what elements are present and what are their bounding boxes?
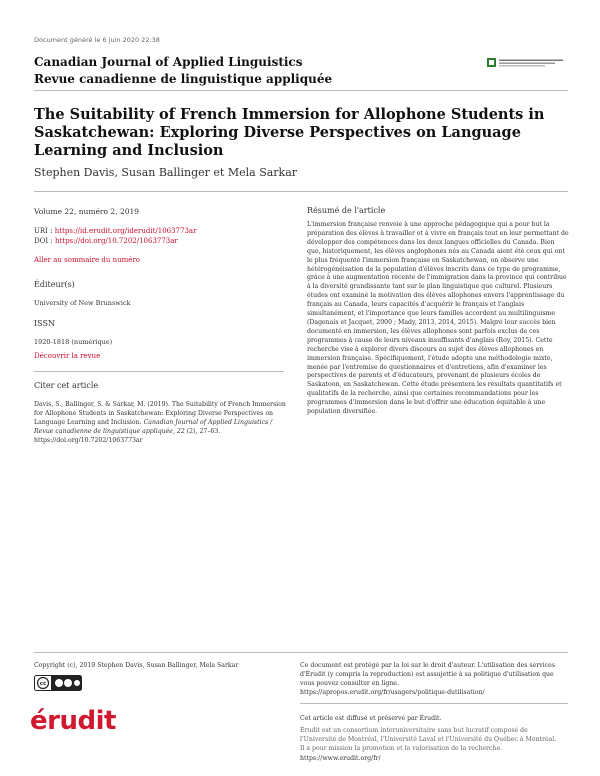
header-divider (34, 90, 568, 91)
doi-label: DOI : (34, 237, 55, 245)
toc-link[interactable]: Aller au sommaire du numéro (34, 256, 140, 264)
uri-label: URI : (34, 227, 55, 235)
citation-italic: Canadian Journal of Applied Linguistics / Revue canadienne de linguistique appliquée, 22 (34, 419, 273, 435)
article-authors: Stephen Davis, Susan Ballinger et Mela Sarkar (34, 166, 298, 179)
rights-link[interactable]: https://apropos.erudit.org/fr/usagers/politique-dutilisation/ (300, 689, 485, 696)
citation-plain: Davis, S., Ballinger, S. & Sarkar, M. (2019). The Suitability of French Immersion for Allophone Students in Saskatchewan: Exploring Diverse Perspectives on Language Learning and Inclusion. (34, 401, 286, 426)
citation-end: (2), 27–63. https://doi.org/10.7202/1063773ar (34, 428, 221, 444)
erudit-description: Érudit est un consortium interuniversitaire sans but lucratif composé de l'Université de Montréal, l'Université Laval et l'Université du Québec à Montréal. Il a pour mission la promotion et la valorisation de la recherche. (300, 727, 557, 752)
abstract-text: L'immersion française renvoie à une approche pédagogique qui a pour but la préparation des élèves à travailler et à vivre en français tout en leur permettant de développer des compétences dans les deux langues officielles du Canada. Bien que, historiquement, les élèves anglophones nés au Canada aient été ceux qui ont le plus fréquenté l'immersion française en Saskatchewan, on observe une hétérogénéisation de la population d'élèves inscrits dans ce type de programme, grâce à une augmentation récente de l'immigration dans la province qui contribue à la diversité grandissante tant sur le plan linguistique que culturel. Plusieurs études ont examiné la motivation des élèves allophones envers l'apprentissage du français au Canada, leurs capacités d'acquérir le français et l'anglais simultanément, et l'importance que leurs familles accordent au multilinguisme (Dagenais et Jacquet, 2000 ; Mady, 2013, 2014, 2015). Malgré leur succès bien documenté en immersion, les élèves allophones sont parfois exclus de ces programmes à cause de leurs niveaux insuffisants d'anglais (Roy, 2015). Cette recherche vise à explorer divers discours au sujet des élèves allophones en immersion française. Spécifiquement, l'étude adopte une méthodologie mixte, menée par l'entremise de questionnaires et d'entretiens, afin d'examiner les perspectives de parents et d'éducateurs, provenant de plusieurs écoles de Saskatoon, en Saskatchewan. Cette étude présentera les résultats quantitatifs et qualitatifs de la recherche, ainsi que certaines recommandations pour les programmes d'immersion dans le but d'offrir une éducation équitable à une population diversifiée. (307, 221, 569, 416)
article-title: The Suitability of French Immersion for Allophone Students in Saskatchewan: Exploring Diverse Perspectives on Language Learning and Inclusion (34, 106, 545, 159)
cite-label: Citer cet article (34, 381, 99, 390)
doi-line (34, 236, 178, 246)
erudit-link[interactable]: https://www.erudit.org/fr/ (300, 755, 381, 762)
generated-date: Document généré le 6 juin 2020 22:38 (34, 36, 160, 44)
erudit-title: Cet article est diffusé et préservé par Érudit. (300, 715, 442, 722)
doi-link[interactable]: https://doi.org/10.7202/1063773ar (54, 237, 178, 245)
erudit-logo: érudit (30, 706, 116, 736)
footer-divider (34, 652, 568, 653)
cc-badge-text: cc (39, 681, 47, 688)
issue-volume: Volume 22, numéro 2, 2019 (34, 207, 140, 216)
journal-title (34, 54, 332, 88)
citation-text (34, 400, 286, 445)
discover-link[interactable]: Découvrir la revue (34, 352, 101, 360)
uri-line (34, 226, 196, 236)
left-divider (34, 371, 284, 372)
publisher-logo-icon (487, 58, 567, 68)
journal-title-en: Canadian Journal of Applied Linguistics (34, 55, 303, 69)
title-divider (34, 191, 568, 192)
copyright-text: Copyright (c), 2019 Stephen Davis, Susan Ballinger, Mela Sarkar (34, 662, 239, 669)
journal-title-fr: Revue canadienne de linguistique appliquée (34, 72, 333, 86)
erudit-divider (300, 703, 568, 704)
publisher-name: University of New Brunswick (34, 299, 131, 307)
issn-value: 1920-1818 (numérique) (34, 338, 113, 346)
abstract-label: Résumé de l'article (307, 206, 386, 215)
publisher-label: Éditeur(s) (34, 280, 75, 289)
cc-license-icon[interactable] (34, 675, 82, 691)
rights-text: Ce document est protégé par la loi sur le droit d'auteur. L'utilisation des services d'Érudit (y compris la reproduction) est assujettie à sa politique d'utilisation que vous pouvez consulter en ligne. (300, 662, 556, 687)
issn-label: ISSN (34, 319, 55, 328)
uri-link[interactable]: https://id.erudit.org/iderudit/1063773ar (54, 227, 197, 235)
